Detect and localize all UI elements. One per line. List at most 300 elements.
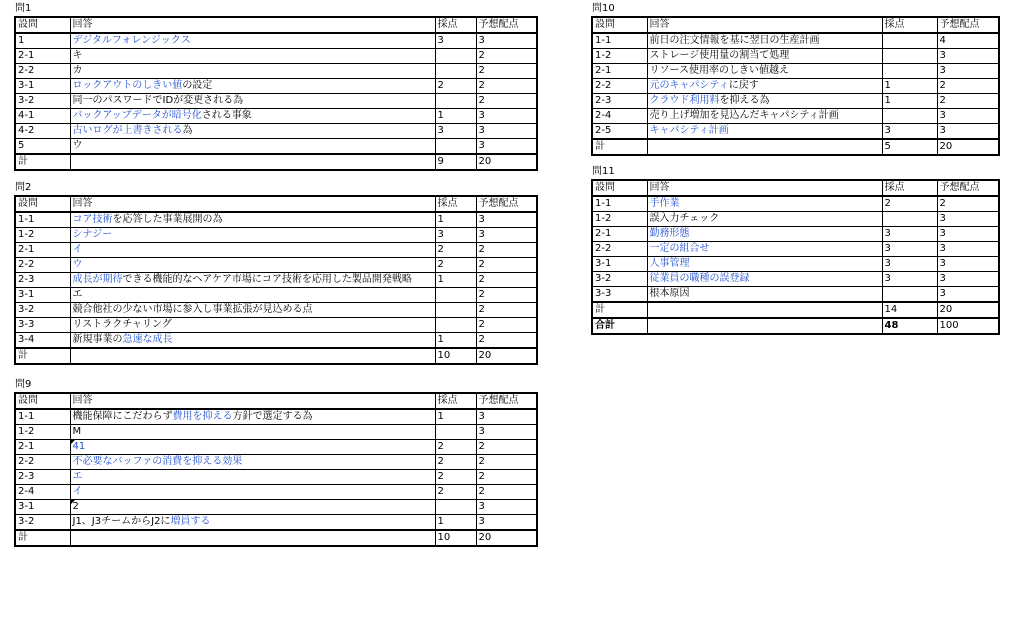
table-row (15, 228, 537, 243)
question-cell: 2-1 (592, 64, 647, 79)
question-cell: 4-1 (15, 109, 70, 124)
score-cell: 1 (435, 515, 476, 531)
expected-cell: 3 (476, 124, 537, 139)
expected-cell: 2 (476, 318, 537, 333)
question-cell: 2-1 (15, 440, 70, 455)
score-cell (882, 49, 937, 64)
table-row (592, 109, 999, 124)
question-cell: 2-2 (592, 242, 647, 257)
question-cell: 2-1 (15, 49, 70, 64)
answer-text: リソース使用率のしきい値越え (649, 65, 789, 76)
expected-cell: 3 (476, 212, 537, 228)
expected-cell: 2 (476, 94, 537, 109)
table-row (592, 196, 999, 212)
score-cell (435, 425, 476, 440)
total-score: 14 (882, 302, 937, 318)
table-row (592, 287, 999, 303)
answer-text: 誤入力チェック (649, 213, 720, 224)
header-answer: 回答 (647, 180, 882, 196)
expected-cell: 3 (476, 109, 537, 124)
answer-cell (70, 124, 435, 139)
answer-cell (647, 109, 882, 124)
header-expected: 予想配点 (937, 17, 999, 33)
score-cell: 3 (435, 228, 476, 243)
answer-text: できる機能的なヘアケア市場にコア技術を応用した製品開発戦略 (122, 274, 412, 285)
header-score: 採点 (435, 393, 476, 409)
expected-cell: 3 (476, 515, 537, 531)
expected-cell: 3 (476, 409, 537, 425)
question-cell: 3-2 (15, 303, 70, 318)
answer-keyword: 従業員の職種の誤登録 (649, 273, 750, 284)
answer-cell (647, 242, 882, 257)
table-row (15, 33, 537, 49)
expected-cell: 3 (476, 33, 537, 49)
table-row (592, 94, 999, 109)
score-table (14, 195, 538, 365)
answer-text: 同一のパスワードでIDが変更される為 (72, 95, 244, 106)
score-cell: 3 (435, 124, 476, 139)
question-cell: 3-2 (15, 515, 70, 531)
header-row (592, 17, 999, 33)
header-expected: 予想配点 (476, 196, 537, 212)
question-cell: 2-1 (15, 243, 70, 258)
answer-cell (647, 257, 882, 272)
table-row (592, 272, 999, 287)
header-question: 設問 (15, 393, 70, 409)
answer-cell (647, 212, 882, 227)
header-score: 採点 (435, 17, 476, 33)
total-row (15, 530, 537, 546)
total-score: 5 (882, 139, 937, 155)
expected-cell: 2 (476, 273, 537, 288)
header-answer: 回答 (70, 393, 435, 409)
total-label: 計 (592, 139, 647, 155)
answer-cell (70, 425, 435, 440)
question-cell: 1-2 (15, 425, 70, 440)
table-row (15, 49, 537, 64)
table-row (15, 243, 537, 258)
answer-keyword: シナジー (72, 229, 113, 240)
header-score: 採点 (882, 17, 937, 33)
answer-text: ウ (72, 140, 83, 151)
answer-cell (647, 227, 882, 242)
question-cell: 2-3 (15, 273, 70, 288)
answer-text: 前日の注文情報を基に翌日の生産計画 (649, 35, 820, 46)
question-cell: 4-2 (15, 124, 70, 139)
answer-cell (70, 243, 435, 258)
question-cell: 5 (15, 139, 70, 155)
score-cell: 1 (435, 409, 476, 425)
expected-cell: 3 (937, 212, 999, 227)
answer-cell (70, 109, 435, 124)
score-cell (435, 49, 476, 64)
table-row (15, 288, 537, 303)
score-cell (882, 64, 937, 79)
table-row (15, 333, 537, 349)
answer-text: J1、J3チームからJ2に (72, 516, 171, 527)
table-row (15, 64, 537, 79)
section-title: 問1 (15, 3, 32, 14)
header-question: 設問 (15, 196, 70, 212)
total-label: 計 (15, 154, 70, 170)
q10-section (591, 2, 1000, 156)
table-row (15, 258, 537, 273)
question-cell: 2-4 (15, 485, 70, 500)
answer-text: M (72, 426, 82, 437)
question-cell: 1-2 (592, 49, 647, 64)
score-table (14, 16, 538, 171)
total-blank (647, 302, 882, 318)
header-score: 採点 (882, 180, 937, 196)
score-table (14, 392, 538, 547)
answer-cell (70, 470, 435, 485)
answer-cell (70, 94, 435, 109)
total-label: 計 (15, 530, 70, 546)
expected-cell: 2 (476, 470, 537, 485)
score-cell: 1 (435, 333, 476, 349)
header-row (15, 196, 537, 212)
score-cell: 1 (435, 273, 476, 288)
answer-cell (70, 64, 435, 79)
answer-keyword: 急速な成長 (122, 334, 173, 345)
answer-keyword: 古いログが上書きされる (72, 125, 183, 136)
header-row (15, 393, 537, 409)
answer-keyword: 一定の組合せ (649, 243, 710, 254)
answer-cell (647, 49, 882, 64)
total-blank (70, 154, 435, 170)
question-cell: 1-2 (15, 228, 70, 243)
question-cell: 1-2 (592, 212, 647, 227)
header-answer: 回答 (70, 17, 435, 33)
score-cell: 2 (435, 79, 476, 94)
total-score: 9 (435, 154, 476, 170)
score-cell: 3 (882, 272, 937, 287)
total-score: 10 (435, 530, 476, 546)
answer-text: 根本原因 (649, 288, 690, 299)
total-blank (647, 139, 882, 155)
question-cell: 3-1 (15, 288, 70, 303)
score-table (591, 179, 1000, 335)
total-row (592, 139, 999, 155)
total-blank (70, 348, 435, 364)
total-expected: 20 (937, 302, 999, 318)
question-cell: 3-2 (15, 94, 70, 109)
total-blank (70, 530, 435, 546)
answer-keyword: 費用を抑える (172, 411, 233, 422)
expected-cell: 3 (937, 49, 999, 64)
answer-cell (647, 33, 882, 49)
answer-cell (70, 258, 435, 273)
answer-keyword: 41 (72, 441, 86, 452)
expected-cell: 2 (476, 333, 537, 349)
section-title: 問10 (592, 3, 615, 14)
answer-keyword: 元のキャパシティ (649, 80, 729, 91)
question-cell: 1 (15, 33, 70, 49)
answer-cell (70, 440, 435, 455)
table-row (592, 257, 999, 272)
score-cell (882, 212, 937, 227)
total-label: 計 (592, 302, 647, 318)
question-cell: 3-2 (592, 272, 647, 287)
table-row (15, 273, 537, 288)
answer-keyword: 手作業 (649, 198, 680, 209)
expected-cell: 3 (476, 500, 537, 515)
header-question: 設問 (592, 180, 647, 196)
total-expected: 20 (476, 348, 537, 364)
answer-cell (70, 500, 435, 515)
question-cell: 2-5 (592, 124, 647, 140)
expected-cell: 3 (937, 257, 999, 272)
score-cell: 2 (435, 440, 476, 455)
grand-total-expected: 100 (937, 318, 999, 334)
answer-cell (70, 33, 435, 49)
header-question: 設問 (15, 17, 70, 33)
question-cell: 1-1 (15, 409, 70, 425)
score-cell: 1 (435, 109, 476, 124)
score-cell: 1 (882, 79, 937, 94)
grand-total-label: 合計 (592, 318, 647, 334)
score-cell (882, 109, 937, 124)
answer-text: 2 (72, 501, 79, 512)
expected-cell: 2 (476, 440, 537, 455)
expected-cell: 3 (937, 64, 999, 79)
score-cell: 2 (435, 243, 476, 258)
question-cell: 3-1 (15, 500, 70, 515)
score-cell: 2 (435, 258, 476, 273)
answer-text: ストレージ使用量の割当て処理 (649, 50, 790, 61)
answer-keyword: 増員する (170, 516, 211, 527)
header-row (15, 17, 537, 33)
answer-cell (70, 318, 435, 333)
expected-cell: 2 (937, 196, 999, 212)
answer-cell (70, 485, 435, 500)
answer-cell (647, 94, 882, 109)
answer-text: される事象 (201, 110, 252, 121)
expected-cell: 3 (937, 287, 999, 303)
answer-cell (70, 515, 435, 531)
score-cell (882, 33, 937, 49)
answer-cell (647, 196, 882, 212)
answer-cell (70, 455, 435, 470)
total-expected: 20 (476, 530, 537, 546)
answer-text: に戻す (728, 80, 759, 91)
score-cell: 2 (435, 455, 476, 470)
answer-text: エ (72, 289, 83, 300)
table-row (592, 212, 999, 227)
table-row (592, 124, 999, 140)
question-cell: 3-1 (15, 79, 70, 94)
score-cell: 3 (882, 242, 937, 257)
answer-keyword: キャパシティ計画 (649, 125, 729, 136)
answer-text: リストラクチャリング (72, 319, 172, 330)
total-row (15, 154, 537, 170)
answer-cell (70, 79, 435, 94)
expected-cell: 2 (476, 288, 537, 303)
question-cell: 2-4 (592, 109, 647, 124)
table-row (15, 500, 537, 515)
table-row (15, 515, 537, 531)
answer-cell (70, 212, 435, 228)
table-row (15, 470, 537, 485)
expected-cell: 3 (937, 109, 999, 124)
score-cell: 3 (435, 33, 476, 49)
table-row (15, 212, 537, 228)
table-row (592, 49, 999, 64)
answer-cell (70, 288, 435, 303)
total-row (15, 348, 537, 364)
answer-keyword: デジタルフォレンジックス (72, 35, 191, 46)
section-title: 問11 (592, 166, 615, 177)
score-table (591, 16, 1000, 156)
table-row (592, 64, 999, 79)
answer-cell (70, 273, 435, 288)
score-cell (882, 287, 937, 303)
answer-keyword: 成長が期待 (72, 274, 123, 285)
answer-cell (647, 64, 882, 79)
answer-cell (647, 124, 882, 140)
score-cell (435, 500, 476, 515)
answer-cell (70, 139, 435, 155)
total-score: 10 (435, 348, 476, 364)
table-row (15, 440, 537, 455)
question-cell: 2-3 (592, 94, 647, 109)
score-cell: 3 (882, 227, 937, 242)
answer-text: 機能保障にこだわらず (72, 411, 173, 422)
table-row (592, 227, 999, 242)
header-answer: 回答 (647, 17, 882, 33)
header-row (592, 180, 999, 196)
table-row (15, 409, 537, 425)
score-cell (435, 288, 476, 303)
answer-text: 競合他社の少ない市場に参入し事業拡張が見込める点 (72, 304, 313, 315)
expected-cell: 3 (476, 139, 537, 155)
score-cell: 3 (882, 257, 937, 272)
answer-text: 売り上げ増加を見込んだキャパシティ計画 (649, 110, 839, 121)
question-cell: 1-1 (15, 212, 70, 228)
expected-cell: 2 (476, 455, 537, 470)
answer-cell (70, 303, 435, 318)
score-cell: 1 (882, 94, 937, 109)
answer-keyword: 不必要なバッファの消費を抑える効果 (72, 456, 243, 467)
expected-cell: 2 (476, 64, 537, 79)
expected-cell: 3 (476, 228, 537, 243)
answer-keyword: イ (72, 486, 83, 497)
expected-cell: 2 (476, 49, 537, 64)
score-cell (435, 94, 476, 109)
answer-cell (70, 333, 435, 349)
question-cell: 3-3 (592, 287, 647, 303)
score-cell: 2 (435, 485, 476, 500)
table-row (15, 109, 537, 124)
question-cell: 2-2 (15, 64, 70, 79)
answer-keyword: イ (72, 244, 83, 255)
answer-cell (647, 287, 882, 303)
answer-keyword: エ (72, 471, 83, 482)
score-cell (435, 318, 476, 333)
answer-keyword: 勤務形態 (649, 228, 690, 239)
expected-cell: 4 (937, 33, 999, 49)
answer-keyword: クラウド利用料 (649, 95, 720, 106)
expected-cell: 3 (937, 124, 999, 140)
question-cell: 2-2 (15, 258, 70, 273)
expected-cell: 2 (476, 258, 537, 273)
question-cell: 2-3 (15, 470, 70, 485)
score-cell: 2 (882, 196, 937, 212)
total-expected: 20 (937, 139, 999, 155)
table-row (15, 425, 537, 440)
question-cell: 2-2 (592, 79, 647, 94)
score-cell (435, 139, 476, 155)
answer-text: の設定 (182, 80, 213, 91)
answer-keyword: コア技術 (72, 214, 113, 225)
answer-text: 方針で選定する為 (232, 411, 313, 422)
expected-cell: 2 (476, 243, 537, 258)
score-cell: 2 (435, 470, 476, 485)
answer-text: を応答した事業展開の為 (112, 214, 223, 225)
score-cell (435, 64, 476, 79)
question-cell: 3-4 (15, 333, 70, 349)
answer-text: 新規事業の (72, 334, 123, 345)
table-row (15, 94, 537, 109)
expected-cell: 3 (937, 242, 999, 257)
total-row (592, 302, 999, 318)
answer-text: キ (72, 50, 83, 61)
answer-cell (647, 79, 882, 94)
grand-total-blank (647, 318, 882, 334)
answer-keyword: ロックアウトのしきい値 (72, 80, 183, 91)
answer-cell (70, 49, 435, 64)
header-expected: 予想配点 (937, 180, 999, 196)
section-title: 問9 (15, 379, 32, 390)
header-score: 採点 (435, 196, 476, 212)
section-title: 問2 (15, 182, 32, 193)
table-row (15, 303, 537, 318)
score-cell: 1 (435, 212, 476, 228)
answer-keyword: 人事管理 (649, 258, 690, 269)
expected-cell: 3 (937, 227, 999, 242)
question-cell: 1-1 (592, 33, 647, 49)
answer-text: を抑える為 (719, 95, 770, 106)
q11-section (591, 165, 1000, 335)
answer-keyword: バックアップデータが暗号化 (72, 110, 202, 121)
table-row (592, 242, 999, 257)
table-row (15, 485, 537, 500)
expected-cell: 2 (476, 485, 537, 500)
question-cell: 2-2 (15, 455, 70, 470)
expected-cell: 2 (476, 79, 537, 94)
answer-text: 為 (182, 125, 193, 136)
header-question: 設問 (592, 17, 647, 33)
grand-total-score: 48 (882, 318, 937, 334)
expected-cell: 2 (476, 303, 537, 318)
answer-cell (70, 228, 435, 243)
table-row (15, 79, 537, 94)
answer-text: カ (72, 65, 83, 76)
header-expected: 予想配点 (476, 393, 537, 409)
score-cell (435, 303, 476, 318)
expected-cell: 3 (937, 272, 999, 287)
question-cell: 3-3 (15, 318, 70, 333)
question-cell: 2-1 (592, 227, 647, 242)
grand-total-row (592, 318, 999, 334)
expected-cell: 2 (937, 79, 999, 94)
header-answer: 回答 (70, 196, 435, 212)
table-row (592, 79, 999, 94)
answer-keyword: ウ (72, 259, 83, 270)
answer-cell (647, 272, 882, 287)
q1-section (14, 2, 538, 171)
question-cell: 1-1 (592, 196, 647, 212)
